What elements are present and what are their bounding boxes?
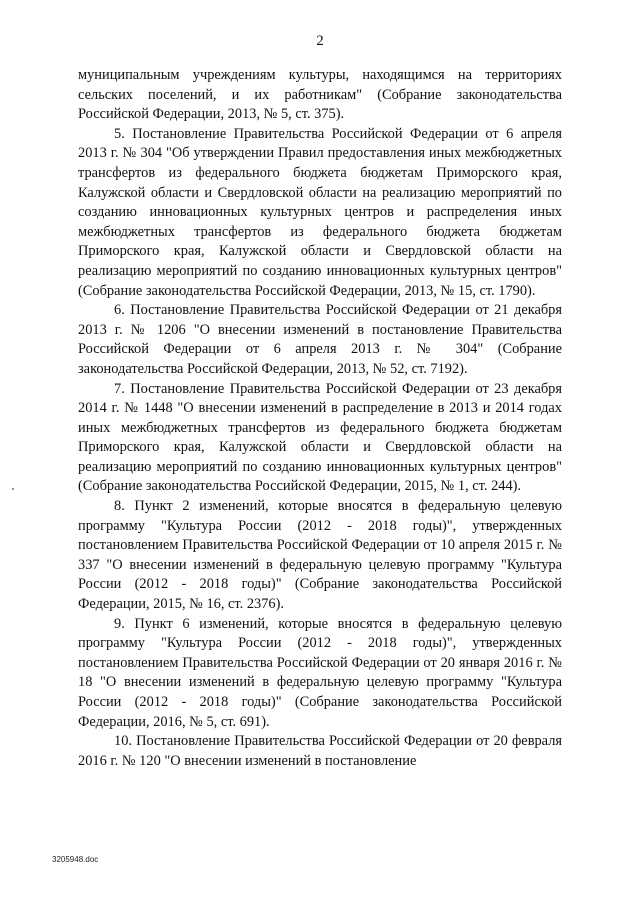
- page-number: 2: [316, 33, 324, 49]
- paragraph-continuation: муниципальным учреждениям культуры, находящимся на территориях сельских поселений, и их работникам" (Собрание законодательства Российской Федерации, 2013, № 5, ст. 375).: [78, 67, 562, 123]
- paragraph-item-6: 6. Постановление Правительства Российской Федерации от 21 декабря 2013 г. № 1206 "О внесении изменений в постановление Правительства Российской Федерации от 6 апреля 2013 г. № 304" (Собрание законодательства Российской Федерации, 2013, № 52, ст. 7192).: [78, 302, 562, 377]
- paragraph-item-10: 10. Постановление Правительства Российской Федерации от 20 февраля 2016 г. № 120 "О внесении изменений в постановление: [78, 733, 562, 769]
- paragraph-item-7: 7. Постановление Правительства Российской Федерации от 23 декабря 2014 г. № 1448 "О внесении изменений в распределение в 2013 и 2014 годах иных межбюджетных трансфертов из федерального бюджета бюджетам Приморского края, Калужской области и Свердловской области на реализацию мероприятий по созданию инновационных культурных центров" (Собрание законодательства Российской Федерации, 2015, № 1, ст. 244).: [78, 380, 562, 495]
- file-name-footer: 3205948.doc: [52, 855, 99, 864]
- document-body: [78, 66, 562, 771]
- paragraph-item-8: 8. Пункт 2 изменений, которые вносятся в федеральную целевую программу "Культура России (2012 - 2018 годы)", утвержденных постановлением Правительства Российской Федерации от 10 апреля 2015 г. № 337 "О внесении изменений в федеральную целевую программу "Культура России (2012 - 2018 годы)" (Собрание законодательства Российской Федерации, 2015, № 16, ст. 2376).: [78, 498, 562, 613]
- paragraph-item-9: 9. Пункт 6 изменений, которые вносятся в федеральную целевую программу "Культура России (2012 - 2018 годы)", утвержденных постановлением Правительства Российской Федерации от 20 января 2016 г. № 18 "О внесении изменений в федеральную целевую программу "Культура России (2012 - 2018 годы)" (Собрание законодательства Российской Федерации, 2016, № 5, ст. 691).: [78, 615, 562, 730]
- paragraph-item-5: 5. Постановление Правительства Российской Федерации от 6 апреля 2013 г. № 304 "Об утверждении Правил предоставления иных межбюджетных трансфертов из федерального бюджета бюджетам Приморского края, Калужской области и Свердловской области на реализацию мероприятий по созданию инновационных культурных центров и распределения иных межбюджетных трансфертов из федерального бюджета бюджетам Приморского края, Калужской области и Свердловской области на реализацию мероприятий по созданию инновационных культурных центров" (Собрание законодательства Российской Федерации, 2013, № 15, ст. 1790).: [78, 125, 562, 299]
- scan-mark: [12, 488, 14, 490]
